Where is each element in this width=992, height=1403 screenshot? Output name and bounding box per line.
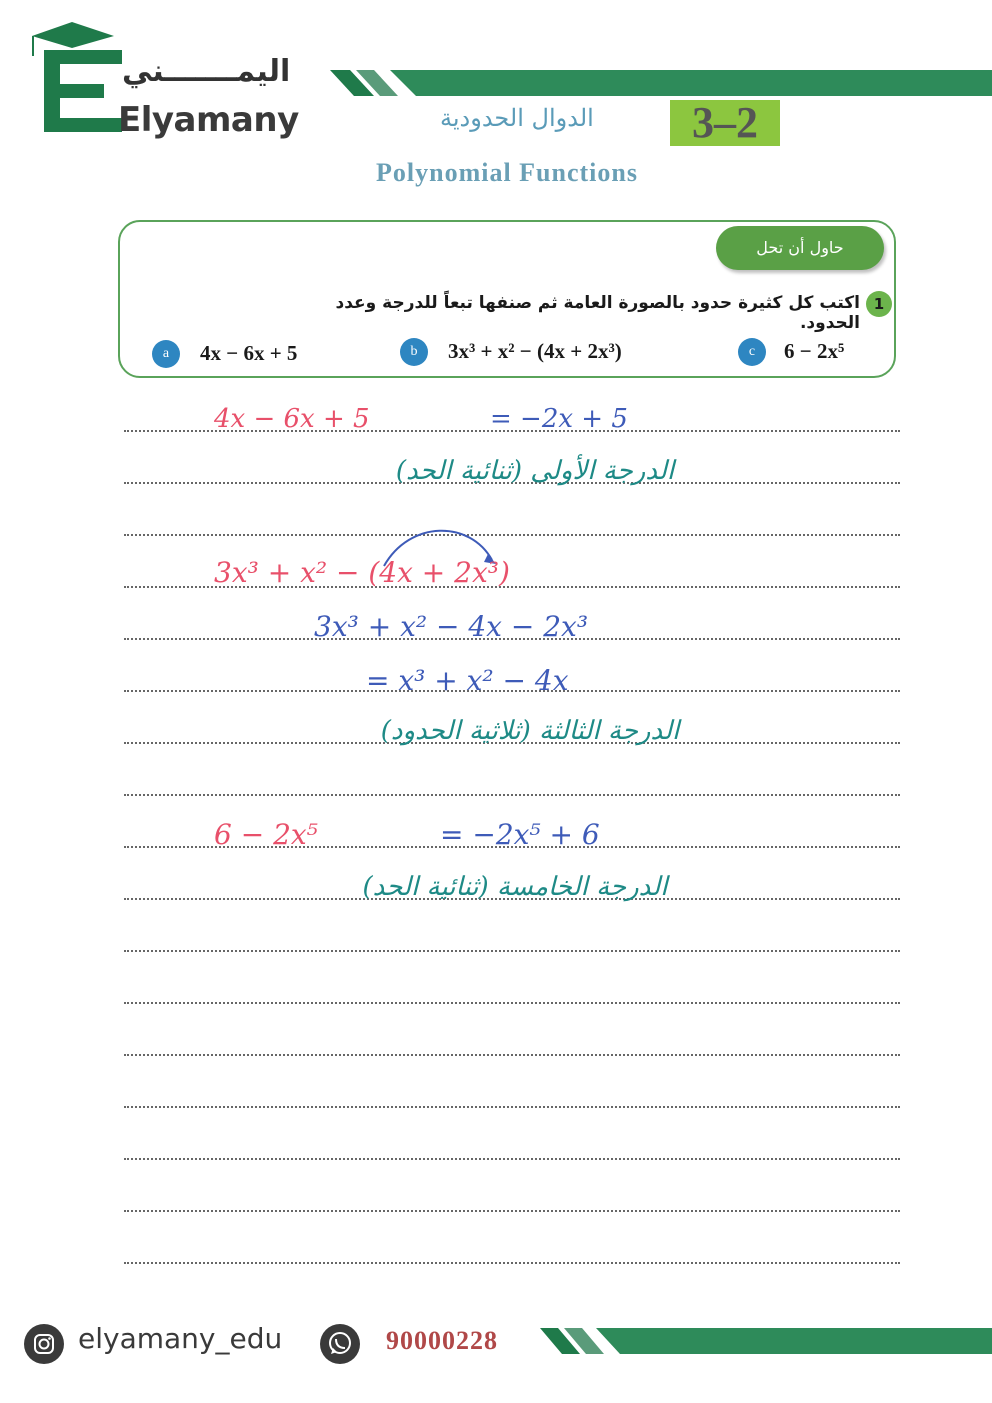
handwritten-b-result: = x³ + x² − 4x xyxy=(366,664,569,697)
handwritten-a-result: = −2x + 5 xyxy=(490,404,628,434)
handwritten-b-given: 3x³ + x² − (4x + 2x³) xyxy=(214,556,510,589)
option-b-expression: 3x³ + x² − (4x + 2x³) xyxy=(448,339,622,363)
handwritten-a-classification: الدرجة الأولى (ثنائية الحد) xyxy=(395,456,675,486)
handwritten-b-step: 3x³ + x² − 4x − 2x³ xyxy=(314,610,589,643)
try-to-solve-label: حاول أن تحل xyxy=(716,226,884,270)
option-a-badge: a xyxy=(152,340,180,368)
question-number: 1 xyxy=(866,291,892,317)
writing-line xyxy=(124,1106,900,1108)
option-a-expression: 4x − 6x + 5 xyxy=(200,341,298,365)
writing-line xyxy=(124,1158,900,1160)
option-c-expression: 6 − 2x⁵ xyxy=(784,339,845,363)
lesson-title-en: Polynomial Functions xyxy=(376,158,638,187)
footer-band xyxy=(540,1326,992,1356)
instagram-icon xyxy=(24,1324,64,1364)
option-b-badge: b xyxy=(400,338,428,366)
writing-line xyxy=(124,534,900,536)
handwritten-c-classification: الدرجة الخامسة (ثنائية الحد) xyxy=(362,872,668,902)
phone-number[interactable]: 90000228 xyxy=(386,1326,498,1355)
writing-line xyxy=(124,950,900,952)
header-band xyxy=(330,68,992,98)
logo-text-ar: اليمـــــــني xyxy=(122,54,291,89)
writing-line xyxy=(124,1054,900,1056)
question-text: اكتب كل كثيرة حدود بالصورة العامة ثم صنفها تبعاً للدرجة وعدد الحدود. xyxy=(335,293,860,333)
handwritten-c-given: 6 − 2x⁵ xyxy=(214,818,318,851)
handwritten-a-given: 4x − 6x + 5 xyxy=(214,404,370,434)
writing-line xyxy=(124,1262,900,1264)
writing-line xyxy=(124,1210,900,1212)
unit-number-badge: 3–2 xyxy=(670,100,780,146)
lesson-title-ar: الدوال الحدودية xyxy=(440,104,594,132)
handwritten-c-result: = −2x⁵ + 6 xyxy=(440,818,600,851)
option-c-badge: c xyxy=(738,338,766,366)
writing-line xyxy=(124,794,900,796)
whatsapp-icon xyxy=(320,1324,360,1364)
logo-text-en: Elyamany xyxy=(118,100,299,140)
writing-line xyxy=(124,1002,900,1004)
instagram-handle[interactable]: elyamany_edu xyxy=(78,1322,283,1355)
handwritten-b-classification: الدرجة الثالثة (ثلاثية الحدود) xyxy=(380,716,680,746)
